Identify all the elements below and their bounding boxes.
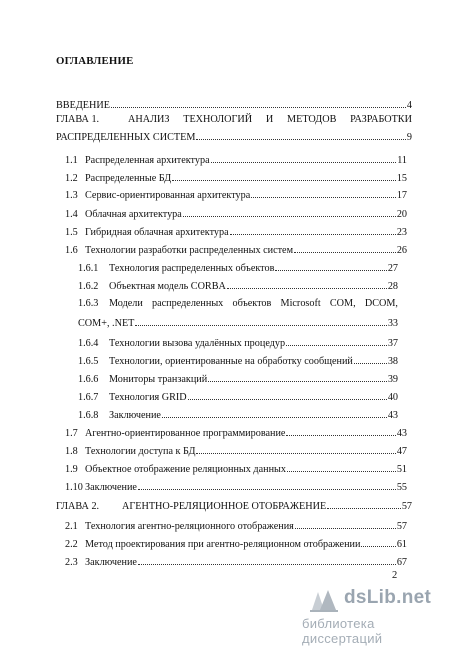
- toc-entry-number: 1.4: [65, 209, 78, 220]
- toc-entry-title: Объектная модель CORBA: [109, 281, 226, 292]
- toc-entry-number: 1.10: [65, 482, 83, 493]
- toc-entry-title: Заключение: [85, 557, 137, 568]
- toc-entry-page: 4: [406, 100, 412, 111]
- toc-dot-leader: [162, 407, 387, 418]
- toc-entry-page: 38: [387, 356, 398, 367]
- toc-entry-title: Технология GRID: [109, 392, 187, 403]
- toc-entry-title: Модели распределенных объектов Microsoft COM, DCOM,: [109, 298, 398, 309]
- toc-entry-title: ВВЕДЕНИЕ: [56, 100, 110, 111]
- toc-dot-leader: [295, 518, 396, 529]
- toc-dot-leader: [327, 498, 401, 509]
- toc-dot-leader: [172, 170, 396, 181]
- toc-entry-number: 1.6.2: [78, 281, 99, 292]
- toc-dot-leader: [196, 443, 395, 454]
- toc-entry-title: Технология агентно-реляционного отображения: [85, 521, 294, 532]
- toc-dot-leader: [208, 371, 387, 382]
- toc-dot-leader: [286, 425, 395, 436]
- toc-entry-page: 67: [396, 557, 407, 568]
- toc-entry-title: Распределенные БД: [85, 173, 172, 184]
- toc-entry[interactable]: [65, 224, 407, 238]
- toc-entry-number: 1.6.4: [78, 338, 99, 349]
- toc-dot-leader: [230, 224, 396, 235]
- toc-entry[interactable]: [78, 371, 398, 385]
- toc-entry[interactable]: [65, 152, 407, 166]
- toc-entry[interactable]: [56, 129, 412, 143]
- toc-entry[interactable]: [65, 425, 407, 439]
- toc-dot-leader: [135, 315, 386, 326]
- toc-entry[interactable]: [65, 443, 407, 457]
- toc-entry-number: 1.6: [65, 245, 78, 256]
- toc-entry-title: Технологии вызова удалённых процедур: [109, 338, 286, 349]
- toc-entry[interactable]: [65, 187, 407, 201]
- toc-entry[interactable]: [65, 461, 407, 475]
- toc-entry-title: Гибридная облачная архитектура: [85, 227, 229, 238]
- dslib-logo-icon: [308, 588, 340, 614]
- toc-entry-number: 1.5: [65, 227, 78, 238]
- toc-dot-leader: [188, 389, 387, 400]
- toc-entry-title: Метод проектирования при агентно-реляционном отображении: [85, 539, 361, 550]
- toc-entry-page: 51: [396, 464, 407, 475]
- toc-dot-leader: [138, 554, 396, 565]
- toc-entry-page: 47: [396, 446, 407, 457]
- toc-entry-number: 1.6.3: [78, 298, 99, 309]
- toc-dot-leader: [227, 278, 387, 289]
- page-number: 2: [392, 570, 398, 581]
- toc-entry-number: 1.2: [65, 173, 78, 184]
- toc-entry-number: 2.3: [65, 557, 78, 568]
- toc-dot-leader: [183, 206, 396, 217]
- toc-entry[interactable]: [78, 353, 398, 367]
- toc-dot-leader: [286, 335, 387, 346]
- toc-entry[interactable]: [56, 498, 412, 512]
- toc-entry-number: 1.3: [65, 190, 78, 201]
- toc-dot-leader: [287, 461, 396, 472]
- toc-entry-title: Заключение: [109, 410, 161, 421]
- toc-entry-page: 37: [387, 338, 398, 349]
- toc-entry[interactable]: [78, 407, 398, 421]
- toc-entry-number: 1.6.6: [78, 374, 99, 385]
- toc-heading: ОГЛАВЛЕНИЕ: [56, 55, 134, 67]
- toc-entry-title: РАСПРЕДЕЛЕННЫХ СИСТЕМ: [56, 132, 196, 143]
- toc-entry[interactable]: [78, 260, 398, 274]
- toc-entry-page: 11: [397, 155, 407, 166]
- toc-dot-leader: [275, 260, 386, 271]
- toc-dot-leader: [196, 129, 406, 140]
- toc-dot-leader: [211, 152, 397, 163]
- toc-entry[interactable]: [65, 536, 407, 550]
- toc-entry-title: АНАЛИЗ ТЕХНОЛОГИЙ И МЕТОДОВ РАЗРАБОТКИ: [128, 114, 412, 125]
- toc-entry-page: 43: [396, 428, 407, 439]
- toc-entry-title: Технологии доступа к БД: [85, 446, 196, 457]
- toc-entry[interactable]: [65, 479, 407, 493]
- toc-entry[interactable]: [78, 315, 398, 329]
- toc-entry-page: 43: [387, 410, 398, 421]
- toc-entry[interactable]: [56, 97, 412, 111]
- toc-entry-page: 17: [396, 190, 407, 201]
- toc-entry[interactable]: [78, 278, 398, 292]
- toc-entry-page: 9: [406, 132, 412, 143]
- toc-dot-leader: [294, 242, 396, 253]
- toc-entry-title: Агентно-ориентированное программирование: [85, 428, 286, 439]
- toc-dot-leader: [251, 187, 396, 198]
- toc-entry-title: Технологии разработки распределенных систем: [85, 245, 294, 256]
- toc-entry-title: АГЕНТНО-РЕЛЯЦИОННОЕ ОТОБРАЖЕНИЕ: [122, 501, 327, 512]
- toc-entry-title: COM+, .NET: [78, 318, 135, 329]
- toc-entry[interactable]: [65, 170, 407, 184]
- toc-entry-title: Технологии, ориентированные на обработку сообщений: [109, 356, 353, 367]
- toc-entry[interactable]: [56, 113, 412, 127]
- toc-entry-page: 39: [387, 374, 398, 385]
- toc-entry-page: 27: [387, 263, 398, 274]
- toc-entry-page: 20: [396, 209, 407, 220]
- toc-entry[interactable]: [78, 297, 398, 311]
- toc-entry-page: 57: [396, 521, 407, 532]
- toc-entry-number: 1.9: [65, 464, 78, 475]
- toc-entry[interactable]: [65, 206, 407, 220]
- watermark-subtitle: библиотека диссертаций: [302, 616, 383, 646]
- toc-entry[interactable]: [65, 518, 407, 532]
- toc-entry[interactable]: [78, 389, 398, 403]
- toc-entry-number: 1.6.5: [78, 356, 99, 367]
- toc-entry-title: Объектное отображение реляционных данных: [85, 464, 286, 475]
- toc-entry-number: 1.6.7: [78, 392, 99, 403]
- toc-dot-leader: [138, 479, 396, 490]
- toc-entry-title: Мониторы транзакций: [109, 374, 208, 385]
- toc-entry-page: 15: [396, 173, 407, 184]
- toc-entry[interactable]: [78, 335, 398, 349]
- toc-entry-page: 23: [396, 227, 407, 238]
- toc-entry-number: 2.2: [65, 539, 78, 550]
- toc-entry-number: ГЛАВА 1.: [56, 114, 100, 125]
- toc-entry-number: ГЛАВА 2.: [56, 501, 100, 512]
- toc-entry-number: 1.6.8: [78, 410, 99, 421]
- toc-entry-title: Технология распределенных объектов: [109, 263, 275, 274]
- toc-entry-page: 55: [396, 482, 407, 493]
- toc-dot-leader: [111, 97, 406, 108]
- watermark: [300, 584, 448, 646]
- toc-entry-title: Заключение: [85, 482, 137, 493]
- toc-entry-page: 26: [396, 245, 407, 256]
- toc-entry-number: 2.1: [65, 521, 78, 532]
- toc-entry-page: 40: [387, 392, 398, 403]
- toc-entry[interactable]: [65, 242, 407, 256]
- toc-entry[interactable]: [65, 554, 407, 568]
- toc-entry-number: 1.7: [65, 428, 78, 439]
- toc-entry-page: 33: [387, 318, 398, 329]
- toc-entry-number: 1.6.1: [78, 263, 99, 274]
- toc-dot-leader: [361, 536, 395, 547]
- toc-entry-page: 61: [396, 539, 407, 550]
- toc-entry-title: Распределенная архитектура: [85, 155, 210, 166]
- toc-entry-number: 1.8: [65, 446, 78, 457]
- toc-entry-page: 57: [401, 501, 412, 512]
- toc-dot-leader: [354, 353, 387, 364]
- toc-entry-page: 28: [387, 281, 398, 292]
- watermark-title: dsLib.net: [344, 587, 432, 608]
- toc-entry-title: Сервис-ориентированная архитектура: [85, 190, 251, 201]
- toc-entry-number: 1.1: [65, 155, 78, 166]
- toc-entry-title: Облачная архитектура: [85, 209, 182, 220]
